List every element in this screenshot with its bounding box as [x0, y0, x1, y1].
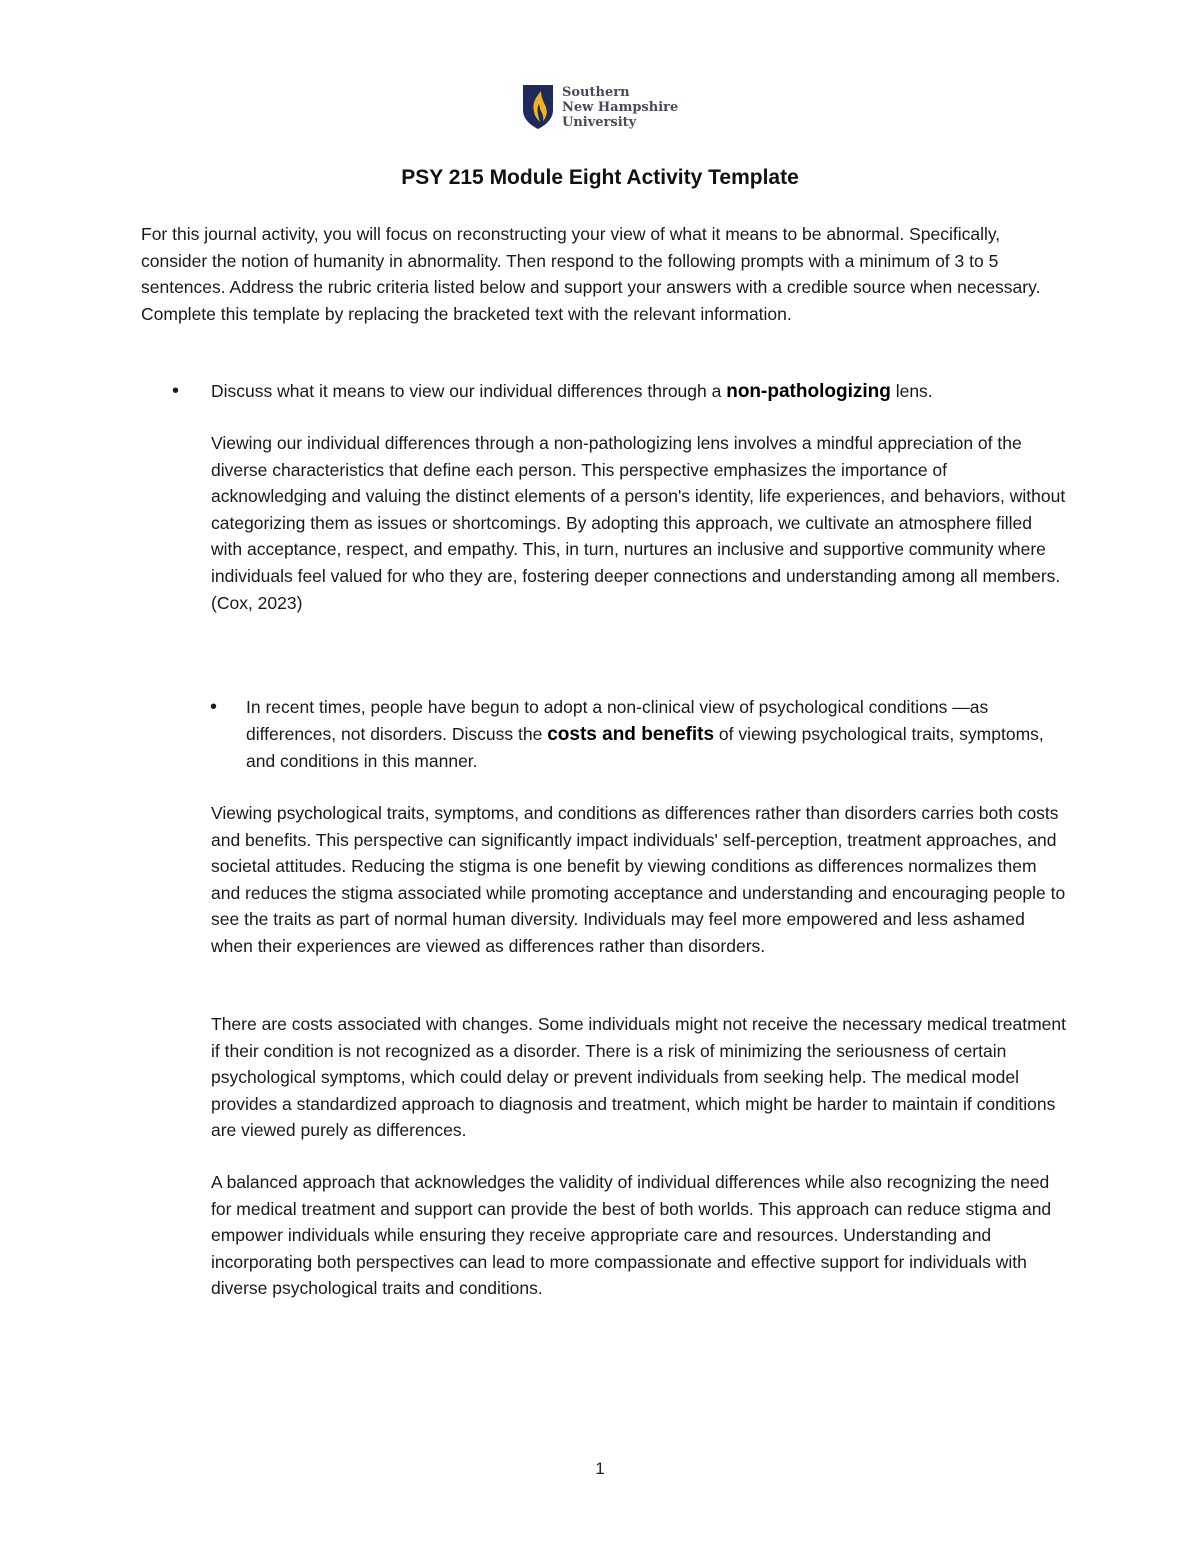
prompt-2-text — [246, 694, 1046, 775]
logo-line-2: New Hampshire — [562, 99, 679, 115]
answer-1-paragraph: Viewing our individual differences through a non-pathologizing lens involves a mindful appreciation of the diverse characteristics that define each person. This perspective emphasizes the importance of acknowledging and valuing the distinct elements of a person's identity, life experiences, and behaviors, without categorizing them as issues or shortcomings. By adopting this approach, we cultivate an atmosphere filled with acceptance, respect, and empathy. This, in turn, nurtures an inclusive and supportive community where individuals feel valued for who they are, fostering deeper connections and understanding among all members. (Cox, 2023) — [211, 433, 1066, 613]
prompt-2-after: of viewing psychological traits, symptoms, and conditions in this manner. — [246, 723, 1044, 772]
prompt-1 — [172, 378, 1072, 406]
answer-3-paragraph: There are costs associated with changes. Some individuals might not receive the necessary medical treatment if their condition is not recognized as a disorder. There is a risk of minimizing the seriousness of certain psychological symptoms, which could delay or prevent individuals from seeking help. The medical model provides a standardized approach to diagnosis and treatment, which might be harder to maintain if conditions are viewed purely as differences. — [211, 1014, 1067, 1141]
prompt-1-text — [211, 378, 933, 406]
prompt-2-emphasis: costs and benefits — [547, 723, 715, 745]
logo-wordmark — [562, 85, 678, 130]
page-title: PSY 215 Module Eight Activity Template — [401, 166, 799, 189]
prompt-1-before: Discuss what it means to view our individual differences through a — [211, 381, 727, 401]
logo-line-3: University — [562, 114, 637, 130]
answer-2-paragraph: Viewing psychological traits, symptoms, and conditions as differences rather than disorders carries both costs and benefits. This perspective can significantly impact individuals' self-perception, treatment approaches, and societal attitudes. Reducing the stigma is one benefit by viewing conditions as differences normalizes them and reduces the stigma associated while promoting acceptance and understanding and encouraging people to see the traits as part of normal human diversity. Individuals may feel more empowered and less ashamed when their experiences are viewed as differences rather than disorders. — [211, 803, 1066, 956]
prompt-2-before: In recent times, people have begun to adopt a non-clinical view of psychological conditions —as differences, not disorders. Discuss the — [246, 697, 989, 744]
intro-paragraph: For this journal activity, you will focus on reconstructing your view of what it means to be abnormal. Specifically, consider the notion of humanity in abnormality. Then respond to the following prompts with a minimum of 3 to 5 sentences. Address the rubric criteria listed below and support your answers with a credible source when necessary. Complete this template by replacing the bracketed text with the relevant information. — [141, 224, 1041, 324]
prompt-1-after: lens. — [890, 381, 933, 401]
shield-flame-icon — [522, 84, 554, 130]
answer-4-paragraph: A balanced approach that acknowledges the validity of individual differences while also recognizing the need for medical treatment and support can provide the best of both worlds. This approach can reduce stigma and empower individuals while ensuring they receive appropriate care and resources. Understanding and incorporating both perspectives can lead to more compassionate and effective support for individuals with diverse psychological traits and conditions. — [211, 1172, 1052, 1299]
page-number: 1 — [595, 1459, 605, 1478]
bullet-icon: • — [210, 696, 218, 718]
university-logo — [522, 84, 678, 130]
bullet-icon: • — [172, 380, 180, 402]
logo-line-1: Southern — [562, 84, 630, 100]
prompt-1-emphasis: non-pathologizing — [726, 381, 891, 402]
prompt-2 — [210, 694, 1060, 775]
